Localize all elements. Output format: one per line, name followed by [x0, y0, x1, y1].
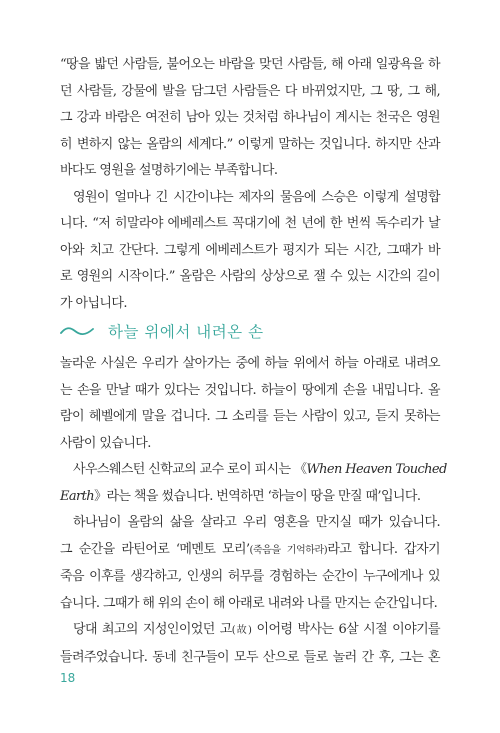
- text-line: 바다도 영원을 설명하기에는 부족합니다.: [60, 163, 278, 178]
- paragraph-memento-mori: [60, 510, 440, 617]
- text-line: 로 영원의 시작이다.” 올람은 사람의 상상으로 잴 수 있는 시간의 길이: [60, 269, 440, 284]
- text-line: [60, 617, 440, 645]
- section-eternity: [60, 52, 440, 317]
- text-line: [60, 537, 440, 565]
- heading-title: 하늘 위에서 내려온 손: [108, 323, 264, 341]
- text-line: [60, 457, 447, 484]
- book-title-end: Earth: [60, 488, 95, 504]
- text-line: 는 손을 만날 때가 있다는 것입니다. 하늘이 땅에게 손을 내밉니다. 올: [60, 382, 440, 398]
- page-number: 18: [60, 671, 76, 685]
- paragraph-hand-from-above: [60, 351, 440, 457]
- section-heaven-hand: [60, 351, 447, 671]
- paragraph-lee-oryoung: [60, 617, 440, 671]
- text-line: [60, 484, 440, 511]
- text-line: 그 강과 바람은 여전히 남아 있는 것처럼 하나님이 계시는 천국은 영원: [60, 110, 440, 125]
- text-line: 아와 치고 간단다. 그렇게 에베레스트가 평지가 되는 시간, 그때가 바: [60, 242, 440, 258]
- paragraph-book-reference: [60, 457, 447, 510]
- paragraph-olam-world: [60, 52, 440, 185]
- memento-pre: 그 순간을 라틴어로 ‘메멘토 모리’: [60, 541, 250, 557]
- text-line: 람이 헤벨에게 말을 겁니다. 그 소리를 듣는 사람이 있고, 듣지 못하는: [60, 409, 440, 424]
- last-post: 이어령 박사는 6살 시절 이야기를: [251, 622, 440, 637]
- last-pre: 당대 최고의 지성인이었던 고: [73, 622, 232, 637]
- text-line: “땅을 밟던 사람들, 불어오는 바람을 맞던 사람들, 해 아래 일광욕을 하: [60, 57, 440, 72]
- text-line: 니다. “저 히말라야 에베레스트 꼭대기에 천 년에 한 번씩 독수리가 날: [60, 216, 440, 231]
- text-line: 들려주었습니다. 동네 친구들이 모두 산으로 들로 놀러 간 후, 그는 혼: [60, 649, 440, 665]
- text-line: 습니다. 그때가 해 위의 손이 해 아래로 내려와 나를 만지는 순간입니다.: [60, 595, 438, 611]
- hanja-note: (故): [231, 625, 252, 636]
- text-line: 사람이 있습니다.: [60, 435, 151, 451]
- text-line: 하나님이 올람의 삶을 살라고 우리 영혼을 만지실 때가 있습니다.: [73, 515, 440, 530]
- section-heading: [60, 316, 440, 346]
- text-line: 영원이 얼마나 긴 시간이냐는 제자의 물음에 스승은 이렇게 설명합: [73, 189, 440, 205]
- book-line-post: 》라는 책을 썼습니다. 번역하면 ‘하늘이 땅을 만질 때’입니다.: [94, 488, 421, 504]
- text-line: 놀라운 사실은 우리가 살아가는 중에 하늘 위에서 하늘 아래로 내려오: [60, 356, 440, 371]
- text-line: 가 아닙니다.: [60, 295, 127, 311]
- wave-ornament-icon: [60, 324, 94, 338]
- text-line: 던 사람들, 강물에 발을 담그던 사람들은 다 바뀌었지만, 그 땅, 그 해,: [60, 83, 440, 99]
- text-line: 죽음 이후를 생각하고, 인생의 허무를 경험하는 순간이 누구에게나 있: [60, 569, 440, 584]
- paragraph-everest-story: [60, 185, 440, 318]
- memento-post: 라고 합니다. 갑자기: [327, 541, 440, 557]
- book-line-pre: 사우스웨스턴 신학교의 교수 로이 피시는 《: [73, 462, 307, 477]
- book-title: When Heaven Touched: [306, 462, 447, 477]
- text-line: 히 변하지 않는 올람의 세계다.” 이렇게 말하는 것입니다. 하지만 산과: [60, 136, 440, 152]
- memento-note: (죽음을 기억하라): [249, 544, 328, 556]
